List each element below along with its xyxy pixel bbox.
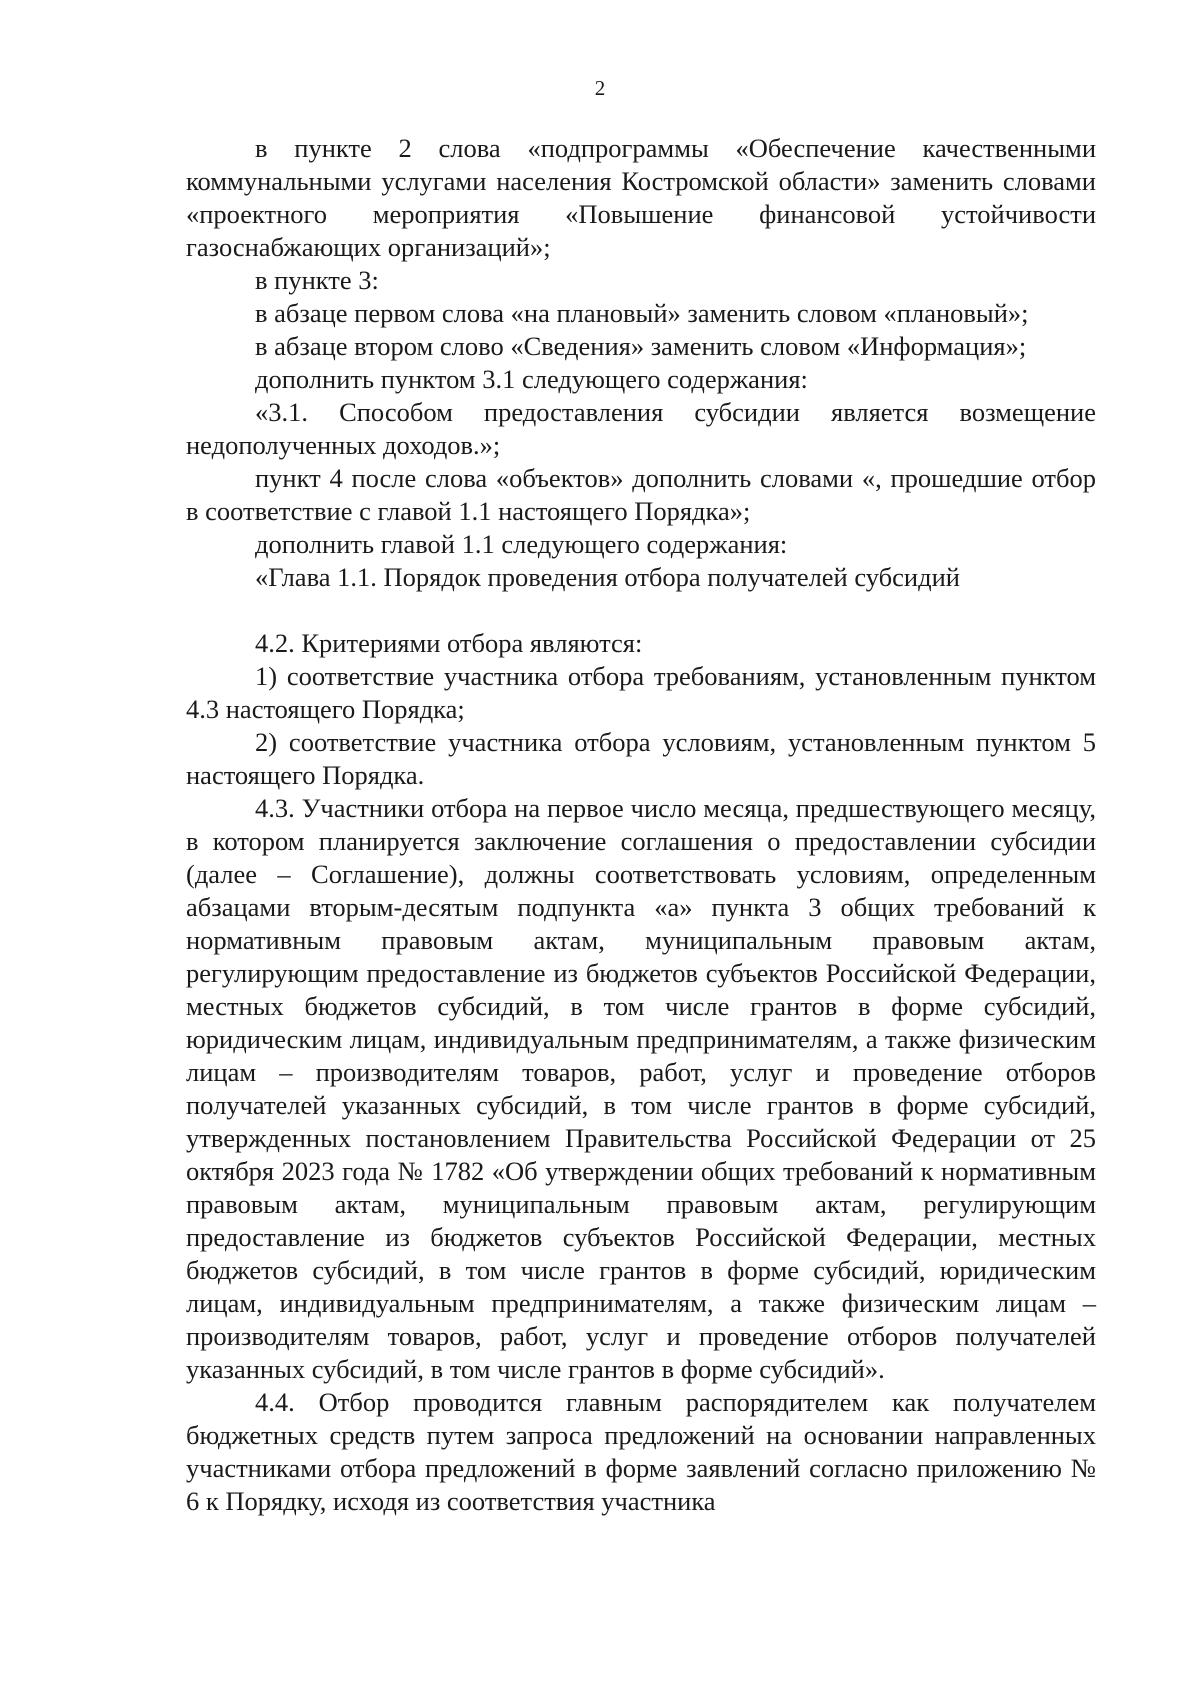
paragraph-4-2-item-1: 1) соответствие участника отбора требованиям, установленным пунктом 4.3 настоящего Порядка; (186, 661, 1096, 724)
paragraph-point-4-addition: пункт 4 после слова «объектов» дополнить словами «, прошедшие отбор в соответствие с главой 1.1 настоящего Порядка»; (186, 463, 1096, 526)
paragraph-second-abzac: в абзаце втором слово «Сведения» заменить словом «Информация»; (255, 331, 1027, 361)
document-body (186, 132, 1096, 1518)
paragraph-add-chapter-1-1: дополнить главой 1.1 следующего содержания: (255, 529, 788, 559)
paragraph-4-2-item-2: 2) соответствие участника отбора условиям, установленным пунктом 5 настоящего Порядка. (186, 727, 1096, 790)
chapter-1-1-title: «Глава 1.1. Порядок проведения отбора получателей субсидий (255, 562, 960, 592)
paragraph-point-2-replacement: в пункте 2 слова «подпрограммы «Обеспечение качественными коммунальными услугами населения Костромской области» заменить словами «проектного мероприятия «Повышение финансовой устойчивости газоснабжающих организаций»; (186, 133, 1096, 262)
paragraph-4-2: 4.2. Критериями отбора являются: (255, 628, 643, 658)
paragraph-point-3-heading: в пункте 3: (255, 265, 379, 295)
paragraph-add-point-3-1: дополнить пунктом 3.1 следующего содержания: (255, 364, 808, 394)
paragraph-4-4: 4.4. Отбор проводится главным распорядителем как получателем бюджетных средств путем запроса предложений на основании направленных участниками отбора предложений в форме заявлений согласно приложению № 6 к Порядку, исходя из соответствия участника (186, 1387, 1096, 1516)
paragraph-first-abzac: в абзаце первом слова «на плановый» заменить словом «плановый»; (255, 298, 1029, 328)
page-number: 2 (594, 76, 606, 100)
paragraph-4-3: 4.3. Участники отбора на первое число месяца, предшествующего месяцу, в котором планируется заключение соглашения о предоставлении субсидии (далее – Соглашение), должны соответствовать условиям, определенным абзацами вторым-десятым подпункта «а» пункта 3 общих требований к нормативным правовым актам, муниципальным правовым актам, регулирующим предоставление из бюджетов субъектов Российской Федерации, местных бюджетов субсидий, в том числе грантов в форме субсидий, юридическим лицам, индивидуальным предпринимателям, а также физическим лицам – производителям товаров, работ, услуг и проведение отборов получателей указанных субсидий, в том числе грантов в форме субсидий, утвержденных постановлением Правительства Российской Федерации от 25 октября 2023 года № 1782 «Об утверждении общих требований к нормативным правовым актам, муниципальным правовым актам, регулирующим предоставление из бюджетов субъектов Российской Федерации, местных бюджетов субсидий, в том числе грантов в форме субсидий, юридическим лицам, индивидуальным предпринимателям, а также физическим лицам – производителям товаров, работ, услуг и проведение отборов получателей указанных субсидий, в том числе грантов в форме субсидий». (186, 793, 1096, 1384)
paragraph-point-3-1-text: «3.1. Способом предоставления субсидии является возмещение недополученных доходов.»; (186, 397, 1096, 460)
blank-line (186, 594, 1096, 627)
